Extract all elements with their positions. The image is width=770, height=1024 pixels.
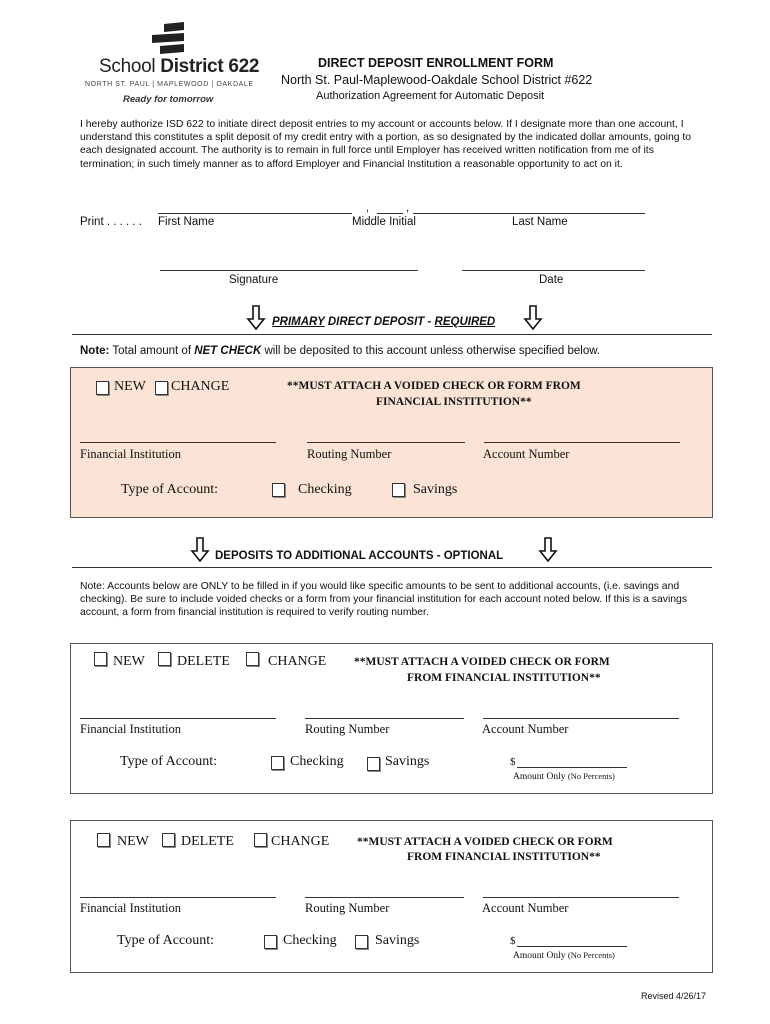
additional-1-new-label: NEW	[113, 654, 145, 669]
additional-1-new-checkbox[interactable]	[94, 652, 107, 666]
primary-checking-checkbox[interactable]	[272, 483, 285, 497]
additional-2-delete-checkbox[interactable]	[162, 833, 175, 847]
additional-2-amount-note	[513, 950, 615, 961]
additional-1-account-number-field[interactable]	[483, 718, 679, 719]
additional-2-financial-institution-field[interactable]	[80, 897, 276, 898]
primary-account-number-field[interactable]	[484, 442, 680, 443]
primary-heading-primary: PRIMARY	[272, 316, 325, 328]
primary-note-text-c: will be deposited to this account unless otherwise specified below.	[261, 345, 601, 357]
primary-checking-label: Checking	[298, 482, 352, 497]
additional-2-no-percents: (No Percents)	[567, 950, 615, 960]
date-label: Date	[539, 274, 564, 286]
additional-1-change-label: CHANGE	[268, 654, 327, 669]
additional-1-type-of-account-label: Type of Account:	[120, 754, 217, 769]
additional-2-savings-checkbox[interactable]	[355, 935, 368, 949]
additional-2-account-number-label: Account Number	[482, 901, 569, 915]
primary-note	[80, 345, 600, 357]
additional-1-account-number-label: Account Number	[482, 722, 569, 736]
logo-tagline: Ready for tomorrow	[123, 94, 214, 105]
first-name-label: First Name	[158, 216, 215, 228]
additional-1-financial-institution-field[interactable]	[80, 718, 276, 719]
primary-heading	[272, 316, 495, 328]
logo-name-school: School	[99, 56, 161, 77]
primary-change-checkbox[interactable]	[155, 381, 168, 395]
last-name-label: Last Name	[512, 216, 568, 228]
primary-must-attach-1: **MUST ATTACH A VOIDED CHECK OR FORM FROM	[287, 380, 581, 392]
logo-mark-icon	[150, 22, 186, 54]
additional-1-savings-label: Savings	[385, 754, 430, 769]
logo-name-district: District 622	[160, 56, 260, 77]
additional-1-delete-label: DELETE	[177, 654, 230, 669]
additional-1-delete-checkbox[interactable]	[158, 652, 171, 666]
additional-2-savings-label: Savings	[375, 933, 420, 948]
down-arrow-icon	[538, 537, 558, 563]
additional-1-checking-checkbox[interactable]	[271, 756, 284, 770]
primary-account-number-label: Account Number	[483, 447, 570, 461]
additional-1-no-percents: (No Percents)	[567, 771, 615, 781]
additional-1-checking-label: Checking	[290, 754, 344, 769]
primary-note-label: Note:	[80, 345, 110, 357]
primary-note-text-a: Total amount of	[109, 345, 195, 357]
down-arrow-icon	[246, 305, 266, 331]
additional-2-routing-number-label: Routing Number	[305, 901, 390, 915]
additional-1-savings-checkbox[interactable]	[367, 757, 380, 771]
date-field[interactable]	[462, 270, 645, 271]
form-title: DIRECT DEPOSIT ENROLLMENT FORM	[318, 56, 554, 70]
signature-field[interactable]	[160, 270, 418, 271]
additional-1-amount-only: Amount Only	[513, 772, 568, 782]
middle-initial-field[interactable]	[377, 213, 403, 214]
print-label: Print . . . . . .	[80, 216, 142, 228]
primary-savings-checkbox[interactable]	[392, 483, 405, 497]
additional-2-must-attach-1: **MUST ATTACH A VOIDED CHECK OR FORM	[357, 836, 613, 848]
primary-must-attach-2: FINANCIAL INSTITUTION**	[376, 396, 532, 408]
additional-2-amount-only: Amount Only	[513, 951, 568, 961]
primary-heading-required: REQUIRED	[434, 316, 496, 328]
primary-type-of-account-label: Type of Account:	[121, 482, 218, 497]
name-separator-1: ,	[366, 202, 370, 214]
primary-rule	[72, 334, 712, 335]
primary-savings-label: Savings	[413, 482, 458, 497]
primary-new-label: NEW	[114, 379, 146, 394]
additional-2-dollar-sign: $	[510, 935, 516, 947]
additional-1-must-attach-1: **MUST ATTACH A VOIDED CHECK OR FORM	[354, 656, 610, 668]
additional-2-checking-label: Checking	[283, 933, 337, 948]
additional-1-routing-number-field[interactable]	[305, 718, 464, 719]
additional-1-amount-field[interactable]	[517, 767, 627, 768]
additional-2-new-checkbox[interactable]	[97, 833, 110, 847]
revision-date: Revised 4/26/17	[641, 991, 707, 1001]
primary-routing-number-label: Routing Number	[307, 447, 392, 461]
primary-new-checkbox[interactable]	[96, 381, 109, 395]
additional-rule	[72, 567, 712, 568]
logo-subtitle: NORTH ST. PAUL | MAPLEWOOD | OAKDALE	[85, 81, 254, 88]
additional-heading: DEPOSITS TO ADDITIONAL ACCOUNTS - OPTIONAL	[215, 550, 504, 562]
primary-routing-number-field[interactable]	[307, 442, 465, 443]
additional-1-change-checkbox[interactable]	[246, 652, 259, 666]
additional-1-routing-number-label: Routing Number	[305, 722, 390, 736]
down-arrow-icon	[523, 305, 543, 331]
authorization-paragraph: I hereby authorize ISD 622 to initiate direct deposit entries to my account or accounts below. If I designate more than one account, I understand this constitutes a split deposit of my credit entry with a portion, as so designated by the indicated dollar amounts, going to each designated account. The authority is to remain in full force until Employer has received written notification from me of its termination; in such timely manner as to afford Employer and Financial Institution a reasonable opportunity to act on it.	[80, 119, 692, 170]
name-separator-2: ,	[406, 202, 410, 214]
additional-2-amount-field[interactable]	[517, 946, 627, 947]
additional-2-account-number-field[interactable]	[483, 897, 679, 898]
additional-2-routing-number-field[interactable]	[305, 897, 464, 898]
primary-financial-institution-field[interactable]	[80, 442, 276, 443]
additional-2-financial-institution-label: Financial Institution	[80, 901, 182, 915]
additional-2-must-attach-2: FROM FINANCIAL INSTITUTION**	[407, 851, 601, 863]
additional-2-change-checkbox[interactable]	[254, 833, 267, 847]
additional-1-financial-institution-label: Financial Institution	[80, 722, 182, 736]
district-name: North St. Paul-Maplewood-Oakdale School District #622	[281, 73, 593, 87]
primary-change-label: CHANGE	[171, 379, 230, 394]
additional-1-amount-note	[513, 771, 615, 782]
first-name-field[interactable]	[158, 213, 352, 214]
additional-2-change-label: CHANGE	[271, 834, 330, 849]
additional-2-new-label: NEW	[117, 834, 149, 849]
additional-2-type-of-account-label: Type of Account:	[117, 933, 214, 948]
middle-initial-label: Middle Initial	[352, 216, 416, 228]
additional-1-must-attach-2: FROM FINANCIAL INSTITUTION**	[407, 672, 601, 684]
additional-1-dollar-sign: $	[510, 756, 516, 768]
signature-label: Signature	[229, 274, 279, 286]
primary-note-net-check: NET CHECK	[194, 345, 262, 357]
additional-2-delete-label: DELETE	[181, 834, 234, 849]
down-arrow-icon	[190, 537, 210, 563]
form-subtitle: Authorization Agreement for Automatic Deposit	[316, 90, 545, 102]
additional-note: Note: Accounts below are ONLY to be filled in if you would like specific amounts to be sent to additional accounts, (i.e. savings and checking). Be sure to include voided checks or a form from your financial institution for each account noted below. If this is a savings account, a form from financial institution is required to verify routing number.	[80, 581, 688, 619]
primary-heading-middle: DIRECT DEPOSIT -	[324, 316, 435, 328]
additional-2-checking-checkbox[interactable]	[264, 935, 277, 949]
last-name-field[interactable]	[413, 213, 645, 214]
primary-financial-institution-label: Financial Institution	[80, 447, 182, 461]
